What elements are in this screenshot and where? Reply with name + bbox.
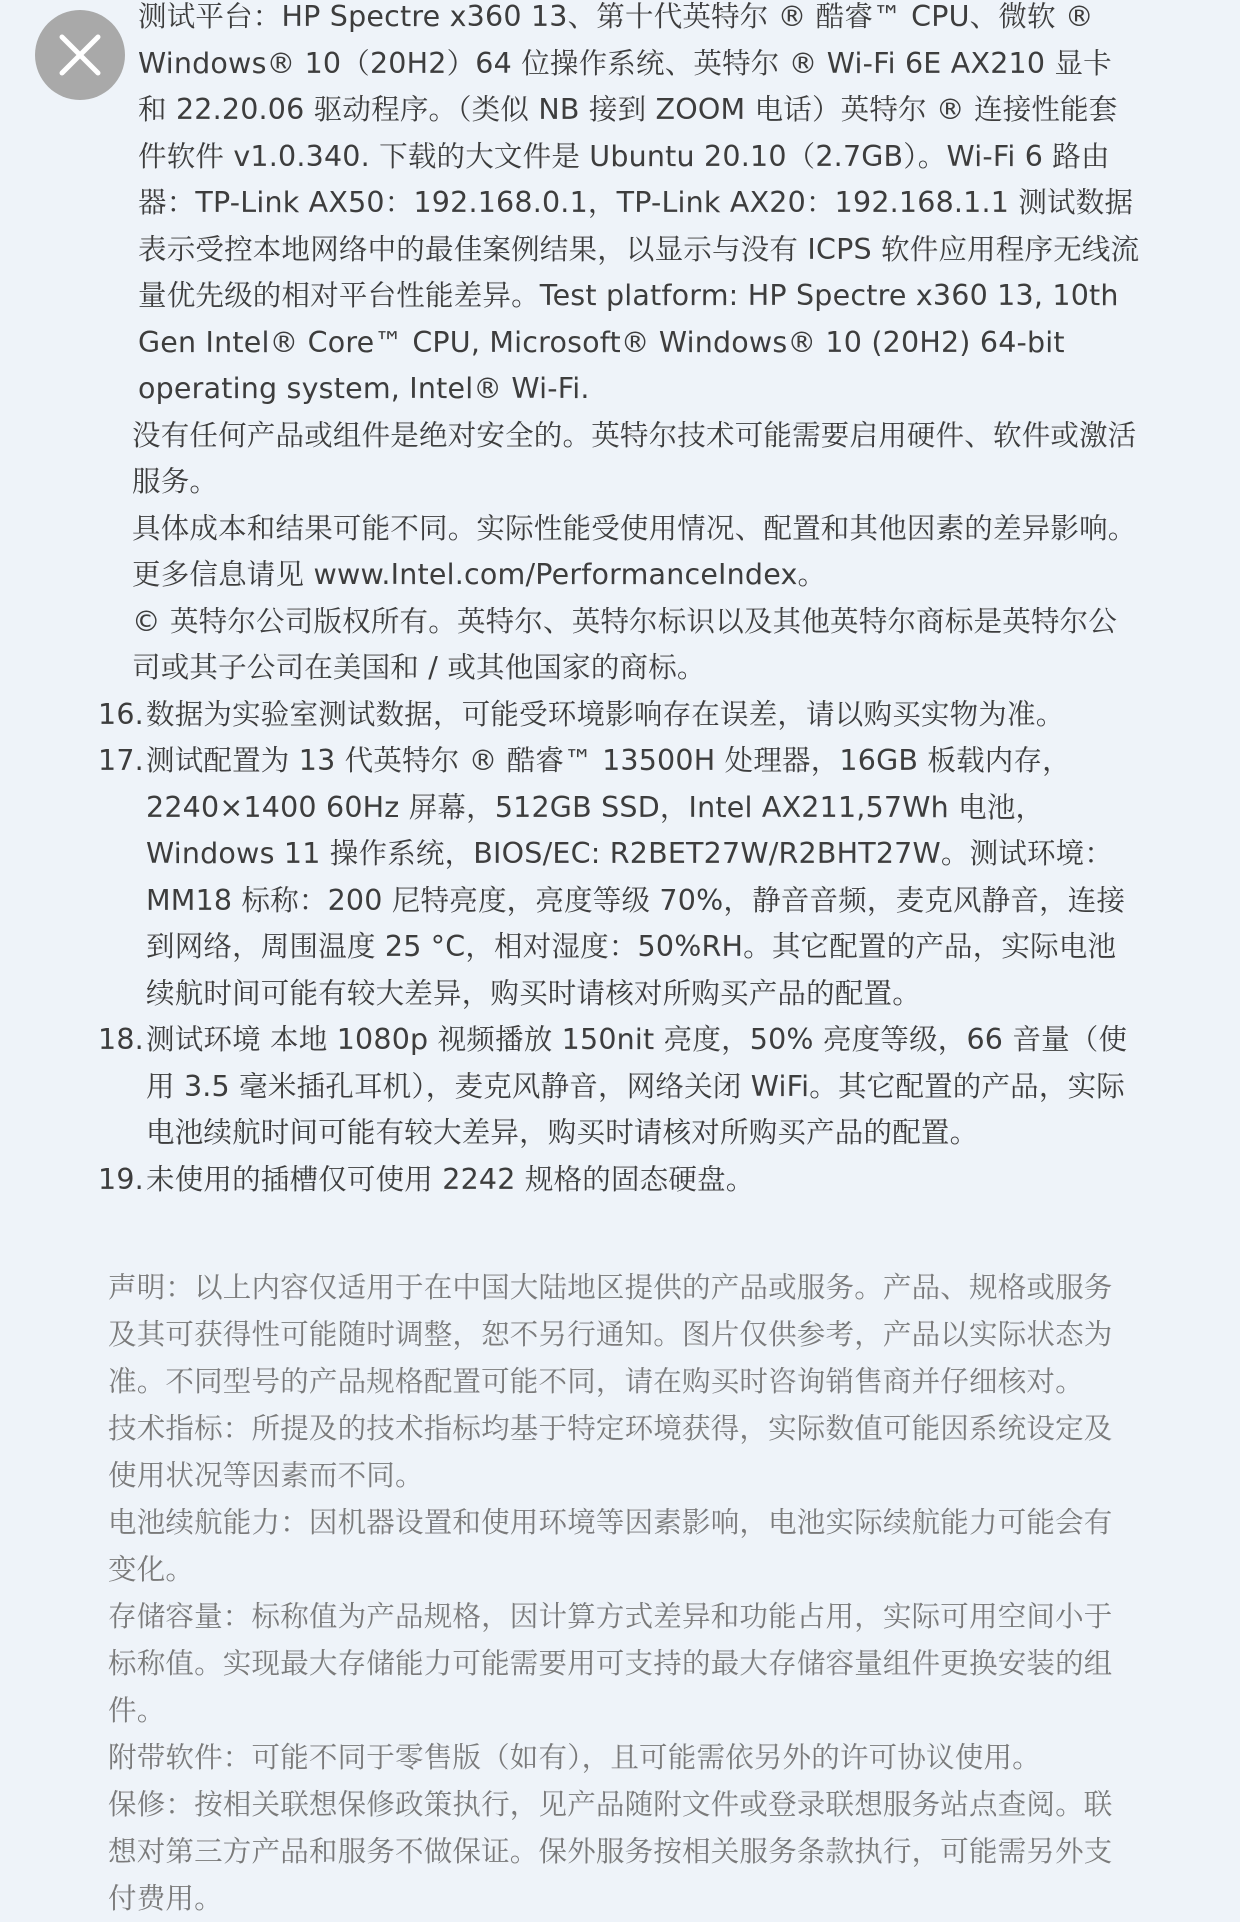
footnote-item	[0, 1157, 1240, 1204]
statement-text: 声明：以上内容仅适用于在中国大陆地区提供的产品或服务。产品、规格或服务及其可获得性可能随时调整，恕不另行通知。图片仅供参考，产品以实际状态为准。不同型号的产品规格配置可能不同，请在购买时咨询销售商并仔细核对。	[108, 1271, 1113, 1398]
close-button[interactable]	[35, 10, 125, 100]
footnote-number: 17.	[98, 744, 144, 777]
cost-note: 具体成本和结果可能不同。实际性能受使用情况、配置和其他因素的差异影响。更多信息请见 www.Intel.com/PerformanceIndex。	[132, 511, 1137, 591]
footnote-text: 未使用的插槽仅可使用 2242 规格的固态硬盘。	[146, 1162, 755, 1196]
footnote-item	[0, 692, 1240, 739]
software-text: 附带软件：可能不同于零售版（如有），且可能需依另外的许可协议使用。	[108, 1741, 1041, 1774]
close-icon	[57, 32, 103, 78]
footnote-number: 16.	[98, 697, 144, 731]
disclaimer	[108, 1264, 1140, 1922]
copyright-note: © 英特尔公司版权所有。英特尔、英特尔标识以及其他英特尔商标是英特尔公司或其子公司在美国和 / 或其他国家的商标。	[132, 604, 1118, 684]
footnote-item	[0, 1017, 1240, 1157]
footnote-number: 18.	[98, 1023, 144, 1056]
warranty-text: 保修：按相关联想保修政策执行，见产品随附文件或登录联想服务站点查阅。联想对第三方产品和服务不做保证。保外服务按相关服务条款执行，可能需另外支付费用。	[108, 1788, 1113, 1915]
tech-specs-text: 技术指标：所提及的技术指标均基于特定环境获得，实际数值可能因系统设定及使用状况等因素而不同。	[108, 1412, 1113, 1492]
footnote-text: 测试环境 本地 1080p 视频播放 150nit 亮度，50% 亮度等级，66 音量（使用 3.5 毫米插孔耳机），麦克风静音，网络关闭 WiFi。其它配置的产品，实际电池续航时间可能有较大差异，购买时请核对所购买产品的配置。	[146, 1023, 1128, 1149]
battery-text: 电池续航能力：因机器设置和使用环境等因素影响，电池实际续航能力可能会有变化。	[108, 1506, 1113, 1586]
footnote-number: 19.	[98, 1162, 144, 1196]
security-note: 没有任何产品或组件是绝对安全的。英特尔技术可能需要启用硬件、软件或激活服务。	[132, 418, 1137, 498]
test-platform-note: 测试平台：HP Spectre x360 13、第十代英特尔 ® 酷睿™ CPU、微软 ® Windows® 10（20H2）64 位操作系统、英特尔 ® Wi-Fi 6E AX210 显卡和 22.20.06 驱动程序。（类似 NB 接到 ZOOM 电话）英特尔 ® 连接性能套件软件 v1.0.340. 下载的大文件是 Ubuntu 20.10（2.7GB）。Wi-Fi 6 路由器：TP-Link AX50：192.168.0.1，TP-Link AX20：192.168.1.1 测试数据表示受控本地网络中的最佳案例结果，以显示与没有 ICPS 软件应用程序无线流量优先级的相对平台性能差异。Test platform: HP Spectre x360 13, 10th Gen Intel® Core™ CPU, Microsoft® Windows® 10 (20H2) 64-bit operating system, Intel® Wi-Fi.	[138, 0, 1140, 405]
footnote-text: 测试配置为 13 代英特尔 ® 酷睿™ 13500H 处理器，16GB 板载内存，2240×1400 60Hz 屏幕，512GB SSD，Intel AX211,57Wh 电池，Windows 11 操作系统，BIOS/EC: R2BET27W/R2BHT27W。测试环境：MM18 标称：200 尼特亮度，亮度等级 70%，静音音频，麦克风静音，连接到网络，周围温度 25 °C，相对湿度：50%RH。其它配置的产品，实际电池续航时间可能有较大差异，购买时请核对所购买产品的配置。	[146, 744, 1126, 1010]
footnote-text: 数据为实验室测试数据，可能受环境影响存在误差，请以购买实物为准。	[146, 697, 1065, 731]
storage-text: 存储容量：标称值为产品规格，因计算方式差异和功能占用，实际可用空间小于标称值。实现最大存储能力可能需要用可支持的最大存储容量组件更换安装的组件。	[108, 1600, 1113, 1727]
footnote-item	[0, 738, 1240, 1017]
